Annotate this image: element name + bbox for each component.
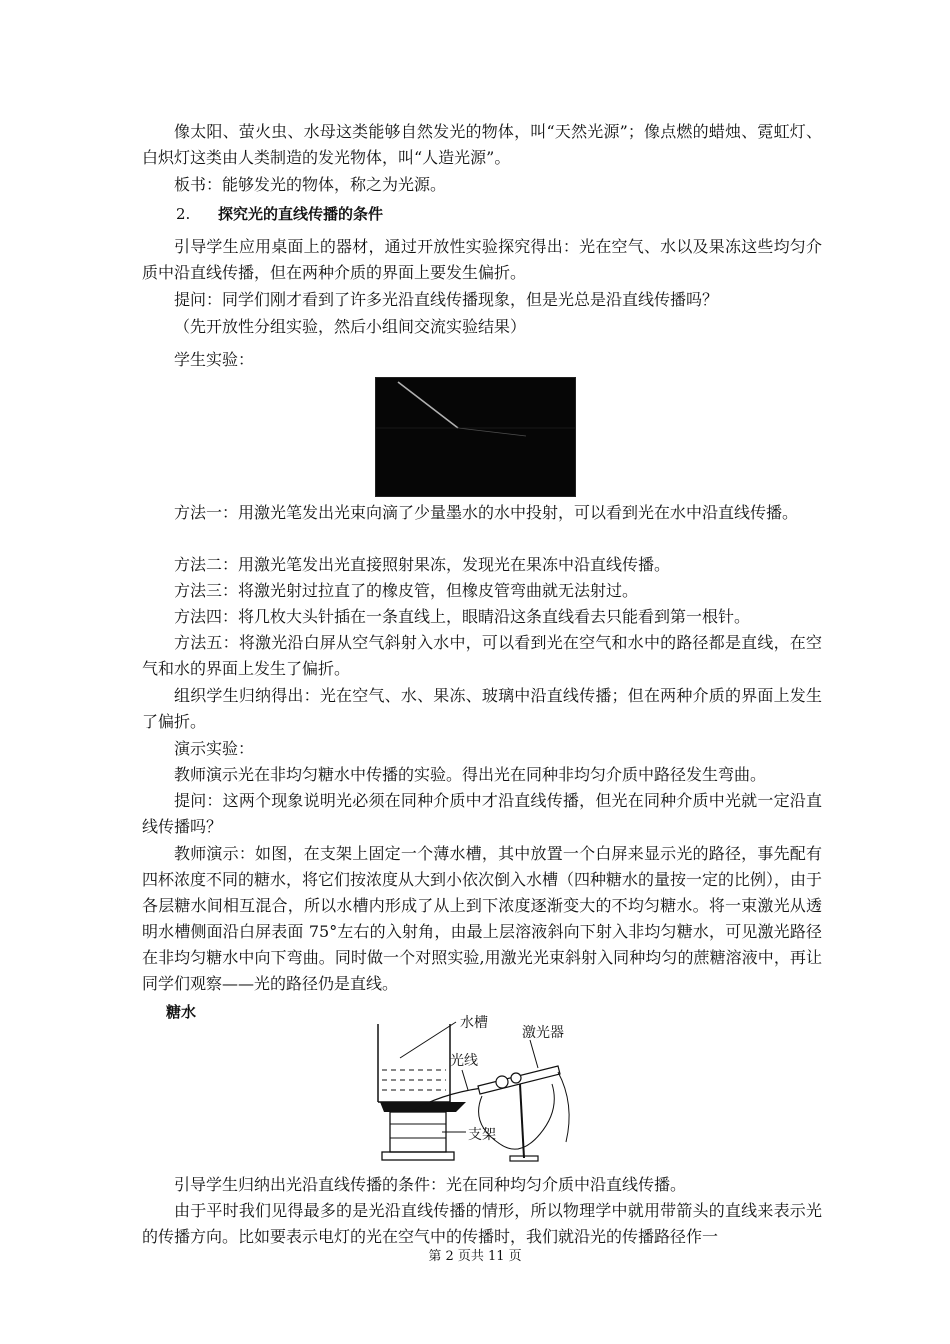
paragraph-demo-title: 演示实验： xyxy=(174,739,255,758)
sugar-water-label: 糖水 xyxy=(166,1003,197,1021)
section-title: 探究光的直线传播的条件 xyxy=(218,205,384,223)
paragraph-student-experiment: 学生实验： xyxy=(174,350,255,369)
section-heading xyxy=(176,203,383,224)
paragraph-teacher-demo: 教师演示：如图，在支架上固定一个薄水槽，其中放置一个白屏来显示光的路径，事先配有四杯浓度不同的糖水，将它们按浓度从大到小依次倒入水槽（四种糖水的量按一定的比例），由于各层糖水间相互混合，所以水槽内形成了从上到下浓度逐渐变大的不均匀糖水。将一束激光从透明水槽侧面沿白屏表面 75°左右的入射角，由最上层溶液斜向下射入非均匀糖水，可见激光路径在非均匀糖水中向下弯曲。同时做一个对照实验,用激光光束斜射入同种均匀的蔗糖溶液中，再让同学们观察——光的路径仍是直线。 xyxy=(142,844,823,993)
paragraph-question-2: 提问：这两个现象说明光必须在同种介质中才沿直线传播，但光在同种介质中光就一定沿直线传播吗？ xyxy=(142,791,822,836)
paragraph-light-sources: 像太阳、萤火虫、水母这类能够自然发光的物体，叫“天然光源”；像点燃的蜡烛、霓虹灯、白炽灯这类由人类制造的发光物体，叫“人造光源”。 xyxy=(142,122,822,167)
paragraph-note: （先开放性分组实验，然后小组间交流实验结果） xyxy=(174,317,527,336)
laser-label: 激光器 xyxy=(522,1025,564,1041)
paragraph-method-3: 方法三：将激光射过拉直了的橡皮管，但橡皮管弯曲就无法射过。 xyxy=(174,581,639,600)
paragraph-demo: 教师演示光在非均匀糖水中传播的实验。得出光在同种非均匀介质中路径发生弯曲。 xyxy=(174,765,767,784)
paragraph-board-note: 板书：能够发光的物体，称之为光源。 xyxy=(174,175,447,194)
laser-beam-image xyxy=(376,378,575,496)
tank-label: 水槽 xyxy=(460,1015,488,1031)
paragraph-guide: 引导学生应用桌面上的器材，通过开放性实验探究得出：光在空气、水以及果冻这些均匀介质中沿直线传播，但在两种介质的界面上要发生偏折。 xyxy=(142,237,822,282)
paragraph-summary: 组织学生归纳得出：光在空气、水、果冻、玻璃中沿直线传播；但在两种介质的界面上发生了偏折。 xyxy=(142,686,822,731)
paragraph-method-5: 方法五：将激光沿白屏从空气斜射入水中，可以看到光在空气和水中的路径都是直线，在空气和水的界面上发生了偏折。 xyxy=(142,633,822,678)
page-footer: 第 2 页共 11 页 xyxy=(428,1249,522,1264)
laser-photo xyxy=(375,377,576,497)
experiment-diagram xyxy=(370,1014,585,1172)
light-ray-label: 光线 xyxy=(450,1053,478,1069)
paragraph-condition: 引导学生归纳出光沿直线传播的条件：光在同种均匀介质中沿直线传播。 xyxy=(174,1175,687,1194)
stand-label: 支架 xyxy=(468,1127,496,1143)
section-number: 2. xyxy=(176,205,191,223)
paragraph-method-4: 方法四：将几枚大头针插在一条直线上，眼睛沿这条直线看去只能看到第一根针。 xyxy=(174,607,751,626)
paragraph-question: 提问：同学们刚才看到了许多光沿直线传播现象，但是光总是沿直线传播吗？ xyxy=(174,290,719,309)
paragraph-method-2: 方法二：用激光笔发出光直接照射果冻，发现光在果冻中沿直线传播。 xyxy=(174,555,671,574)
paragraph-representation: 由于平时我们见得最多的是光沿直线传播的情形，所以物理学中就用带箭头的直线来表示光的传播方向。比如要表示电灯的光在空气中的传播时，我们就沿光的传播路径作一 xyxy=(142,1201,822,1246)
paragraph-method-1: 方法一：用激光笔发出光束向滴了少量墨水的水中投射，可以看到光在水中沿直线传播。 xyxy=(174,503,799,522)
